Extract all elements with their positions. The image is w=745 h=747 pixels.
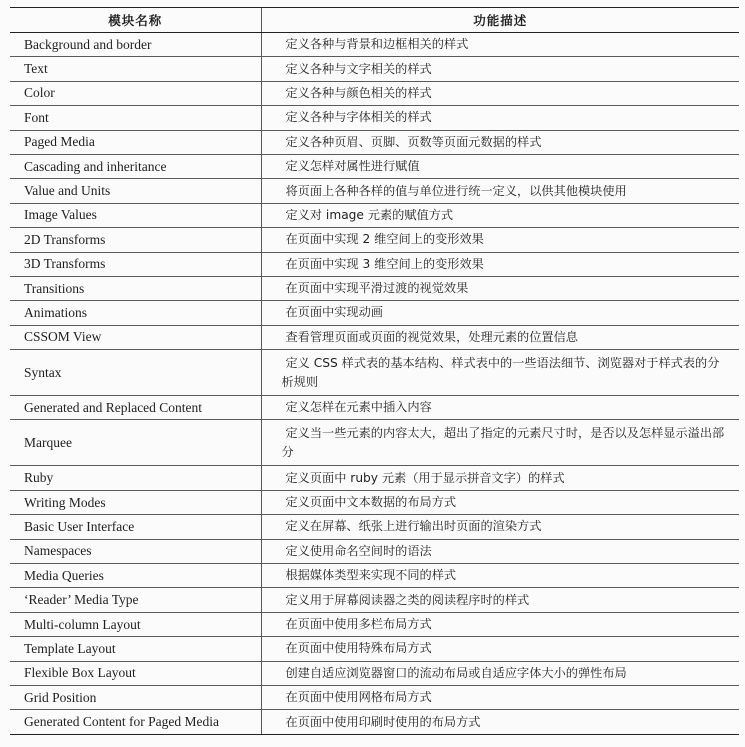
description-text: 定义各种与背景和边框相关的样式 <box>285 37 469 52</box>
description-cell <box>261 33 739 57</box>
description-text: 定义各种与文字相关的样式 <box>285 61 432 76</box>
modules-table <box>10 8 739 734</box>
module-name-cell: Value and Units <box>10 179 261 203</box>
description-text: 在页面中实现平滑过渡的视觉效果 <box>285 281 469 296</box>
table-row <box>10 276 739 300</box>
description-cell <box>261 179 739 203</box>
module-name-cell: Image Values <box>10 203 261 227</box>
module-name-cell: Font <box>10 106 261 130</box>
table-row <box>10 420 739 466</box>
table-row <box>10 203 739 227</box>
description-cell <box>261 106 739 130</box>
table-row <box>10 57 739 81</box>
description-cell <box>261 396 739 420</box>
table-row <box>10 564 739 588</box>
description-text: 定义怎样在元素中插入内容 <box>285 400 432 415</box>
table-row <box>10 515 739 539</box>
description-text: 定义各种与颜色相关的样式 <box>285 85 432 100</box>
description-text: 在页面中实现 2 维空间上的变形效果 <box>285 232 484 247</box>
module-name-cell: ‘Reader’ Media Type <box>10 588 261 612</box>
description-cell <box>261 276 739 300</box>
description-cell <box>261 154 739 178</box>
module-name-cell: Paged Media <box>10 130 261 154</box>
description-text: 在页面中使用网格布局方式 <box>285 690 432 705</box>
module-name-cell: Writing Modes <box>10 490 261 514</box>
module-name-cell: Multi-column Layout <box>10 612 261 636</box>
table-header-row <box>10 8 739 33</box>
module-name-cell: CSSOM View <box>10 325 261 349</box>
description-text: 定义各种页眉、页脚、页数等页面元数据的样式 <box>285 134 542 149</box>
table-row <box>10 466 739 490</box>
module-name-cell: Flexible Box Layout <box>10 661 261 685</box>
module-name-cell: Media Queries <box>10 564 261 588</box>
table-row <box>10 325 739 349</box>
description-cell <box>261 228 739 252</box>
table-row <box>10 685 739 709</box>
table-row <box>10 661 739 685</box>
description-cell <box>261 539 739 563</box>
description-text: 定义页面中文本数据的布局方式 <box>285 495 457 510</box>
header-description: 功能描述 <box>261 8 739 33</box>
table-row <box>10 637 739 661</box>
module-name-cell: Animations <box>10 301 261 325</box>
module-name-cell: Template Layout <box>10 637 261 661</box>
module-name-cell: Cascading and inheritance <box>10 154 261 178</box>
description-cell <box>261 466 739 490</box>
table-row <box>10 539 739 563</box>
description-cell <box>261 203 739 227</box>
table-row <box>10 130 739 154</box>
description-text: 在页面中实现 3 维空间上的变形效果 <box>285 256 484 271</box>
description-text: 将页面上各种各样的值与单位进行统一定义，以供其他模块使用 <box>285 183 627 198</box>
module-name-cell: 2D Transforms <box>10 228 261 252</box>
description-text: 定义在屏幕、纸张上进行输出时页面的渲染方式 <box>285 519 542 534</box>
module-name-cell: Text <box>10 57 261 81</box>
description-text: 在页面中使用印刷时使用的布局方式 <box>285 714 481 729</box>
description-text: 定义页面中 ruby 元素（用于显示拼音文字）的样式 <box>285 470 565 485</box>
table-row <box>10 179 739 203</box>
description-text: 在页面中使用多栏布局方式 <box>285 617 432 631</box>
table-row <box>10 301 739 325</box>
module-name-cell: Basic User Interface <box>10 515 261 539</box>
description-cell <box>261 57 739 81</box>
description-cell <box>261 301 739 325</box>
module-name-cell: Ruby <box>10 466 261 490</box>
table-row <box>10 612 739 636</box>
module-name-cell: Syntax <box>10 350 261 396</box>
module-name-cell: Marquee <box>10 420 261 466</box>
description-cell <box>261 637 739 661</box>
description-text: 定义使用命名空间时的语法 <box>285 543 432 558</box>
table-row <box>10 710 739 734</box>
module-name-cell: Generated and Replaced Content <box>10 396 261 420</box>
description-text: 创建自适应浏览器窗口的流动布局或自适应字体大小的弹性布局 <box>285 665 627 680</box>
module-name-cell: Namespaces <box>10 539 261 563</box>
description-text: 定义 CSS 样式表的基本结构、样式表中的一些语法细节、浏览器对于样式表的分析规则 <box>281 355 720 389</box>
description-text: 定义用于屏幕阅读器之类的阅读程序时的样式 <box>285 592 530 607</box>
description-cell <box>261 588 739 612</box>
description-cell <box>261 685 739 709</box>
description-cell <box>261 252 739 276</box>
table-row <box>10 490 739 514</box>
description-text: 根据媒体类型来实现不同的样式 <box>285 568 457 583</box>
description-cell <box>261 420 739 466</box>
description-text: 定义各种与字体相关的样式 <box>285 110 432 125</box>
table-row <box>10 154 739 178</box>
table-row <box>10 588 739 612</box>
module-name-cell: Color <box>10 81 261 105</box>
table-row <box>10 396 739 420</box>
table-row <box>10 252 739 276</box>
description-cell <box>261 710 739 734</box>
table-body <box>10 33 739 734</box>
table-row <box>10 33 739 57</box>
table-row <box>10 106 739 130</box>
description-cell <box>261 350 739 396</box>
description-text: 在页面中实现动画 <box>285 305 383 320</box>
description-cell <box>261 564 739 588</box>
modules-table-frame <box>10 7 739 735</box>
module-name-cell: Transitions <box>10 276 261 300</box>
module-name-cell: 3D Transforms <box>10 252 261 276</box>
description-cell <box>261 515 739 539</box>
table-row <box>10 81 739 105</box>
description-cell <box>261 661 739 685</box>
table-row <box>10 228 739 252</box>
description-text: 查看管理页面或页面的视觉效果，处理元素的位置信息 <box>285 329 578 344</box>
header-module-name: 模块名称 <box>10 8 261 33</box>
description-cell <box>261 325 739 349</box>
description-cell <box>261 81 739 105</box>
description-cell <box>261 612 739 636</box>
description-text: 在页面中使用特殊布局方式 <box>285 641 432 656</box>
description-text: 定义对 image 元素的赋值方式 <box>285 207 454 222</box>
description-cell <box>261 490 739 514</box>
description-cell <box>261 130 739 154</box>
module-name-cell: Grid Position <box>10 685 261 709</box>
description-text: 定义当一些元素的内容太大，超出了指定的元素尺寸时，是否以及怎样显示溢出部分 <box>281 425 725 459</box>
table-row <box>10 350 739 396</box>
module-name-cell: Generated Content for Paged Media <box>10 710 261 734</box>
module-name-cell: Background and border <box>10 33 261 57</box>
description-text: 定义怎样对属性进行赋值 <box>285 159 420 174</box>
